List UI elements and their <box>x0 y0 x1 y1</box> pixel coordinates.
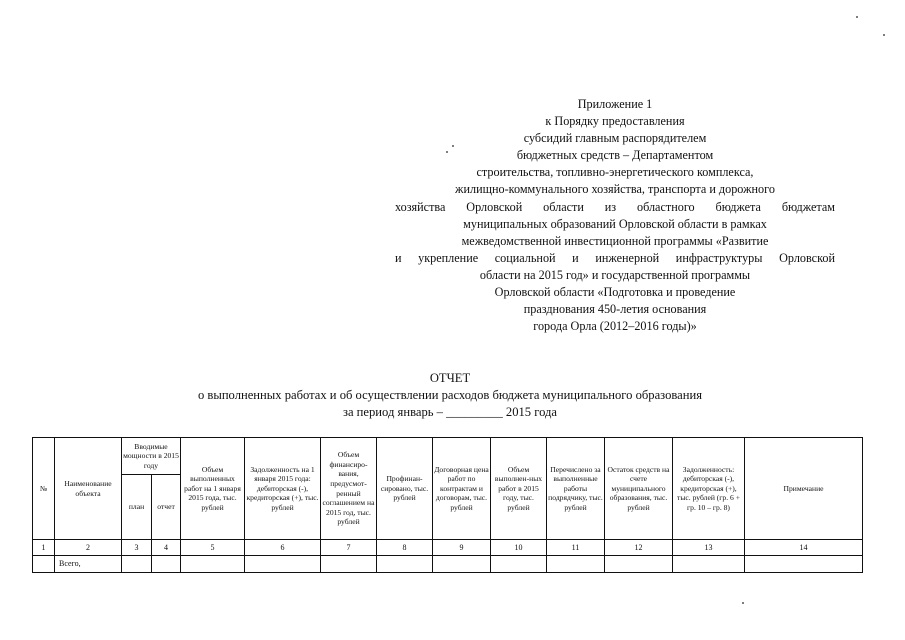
column-number: 7 <box>321 540 377 556</box>
header-debt-start: Задолженность на 1 января 2015 года: дебиторская (-), кредиторская (+), тыс. рублей <box>245 438 321 540</box>
total-cell <box>122 556 152 573</box>
column-number: 11 <box>547 540 605 556</box>
header-name: Наименование объекта <box>55 438 122 540</box>
total-cell <box>605 556 673 573</box>
scan-speck <box>446 151 448 153</box>
column-number: 1 <box>33 540 55 556</box>
appendix-line: межведомственной инвестиционной программы «Развитие <box>461 233 769 248</box>
column-number: 5 <box>181 540 245 556</box>
header-volume-2015: Объем выполнен-ных работ в 2015 году, тыс. рублей <box>491 438 547 540</box>
scan-speck <box>742 602 744 604</box>
appendix-line: бюджетных средств – Департаментом <box>516 148 714 163</box>
appendix-line: Орловской области «Подготовка и проведение <box>494 285 736 300</box>
column-number: 8 <box>377 540 433 556</box>
header-balance: Остаток средств на счете муниципального образования, тыс. рублей <box>605 438 673 540</box>
total-cell <box>245 556 321 573</box>
appendix-line: города Орла (2012–2016 годы)» <box>533 319 697 334</box>
appendix-line: и укрепление социальной и инженерной инфраструктуры Орловской <box>395 250 835 265</box>
appendix-line: к Порядку предоставления <box>545 114 685 129</box>
header-funded: Профинан-сировано, тыс. рублей <box>377 438 433 540</box>
column-number: 2 <box>55 540 122 556</box>
total-cell <box>181 556 245 573</box>
header-plan: план <box>122 475 152 540</box>
appendix-line: муниципальных образований Орловской области в рамках <box>463 216 767 231</box>
total-cell <box>377 556 433 573</box>
scan-speck <box>452 145 454 147</box>
column-number: 14 <box>745 540 863 556</box>
total-label: Всего, <box>55 556 122 573</box>
appendix-line: празднования 450-летия основания <box>523 302 707 317</box>
report-period: за период январь – _________ 2015 года <box>342 405 558 419</box>
header-transferred: Перечислено за выполненные работы подрядчику, тыс. рублей <box>547 438 605 540</box>
column-number: 13 <box>673 540 745 556</box>
header-volume: Объем выполненных работ на 1 января 2015 года, тыс. рублей <box>181 438 245 540</box>
column-number: 9 <box>433 540 491 556</box>
total-cell <box>321 556 377 573</box>
report-subtitle: о выполненных работах и об осуществлении расходов бюджета муниципального образования <box>197 388 703 402</box>
total-cell <box>152 556 181 573</box>
header-num: № <box>33 438 55 540</box>
column-numbers-row <box>33 540 863 556</box>
appendix-header <box>395 96 835 335</box>
header-financing: Объем финансиро-вания, предусмот-ренный соглашением на 2015 год, тыс. рублей <box>321 438 377 540</box>
scan-speck <box>883 34 885 36</box>
total-row <box>33 556 863 573</box>
appendix-line: Приложение 1 <box>577 97 653 111</box>
header-contract: Договорная цена работ по контрактам и договорам, тыс. рублей <box>433 438 491 540</box>
column-number: 3 <box>122 540 152 556</box>
total-cell <box>673 556 745 573</box>
column-number: 6 <box>245 540 321 556</box>
total-cell <box>33 556 55 573</box>
appendix-line: области на 2015 год» и государственной программы <box>479 267 751 282</box>
header-capacity: Вводимые мощности в 2015 году <box>122 438 181 475</box>
appendix-line: жилищно-коммунального хозяйства, транспорта и дорожного <box>455 182 775 197</box>
scan-speck <box>856 16 858 18</box>
column-number: 10 <box>491 540 547 556</box>
appendix-line: строительства, топливно-энергетического комплекса, <box>476 165 754 180</box>
total-cell <box>745 556 863 573</box>
appendix-line: субсидий главным распорядителем <box>523 131 707 146</box>
total-cell <box>547 556 605 573</box>
report-table <box>32 437 863 573</box>
header-debt: Задолженность: дебиторская (-), кредиторская (+), тыс. рублей (гр. 6 + гр. 10 – гр. 8) <box>673 438 745 540</box>
header-report: отчет <box>152 475 181 540</box>
column-number: 12 <box>605 540 673 556</box>
header-note: Примечание <box>745 438 863 540</box>
column-number: 4 <box>152 540 181 556</box>
total-cell <box>491 556 547 573</box>
total-cell <box>433 556 491 573</box>
appendix-line: хозяйства Орловской области из областного бюджета бюджетам <box>395 199 835 214</box>
report-title: ОТЧЕТ <box>429 371 471 385</box>
